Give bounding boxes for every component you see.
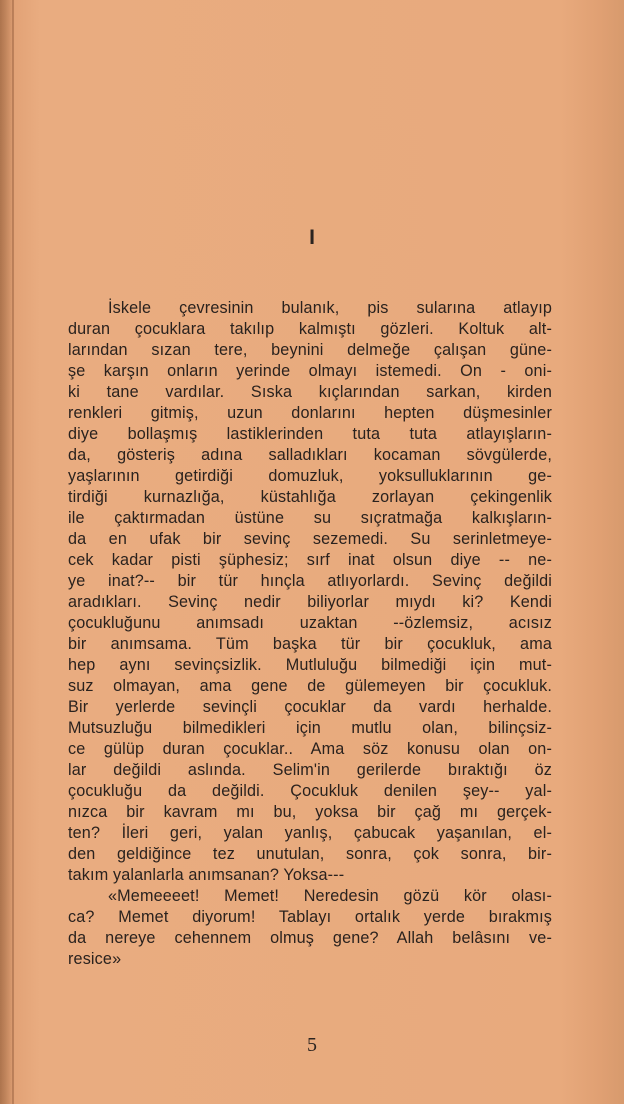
text-line: nızca bir kavram mı bu, yoksa bir çağ mı gerçek- xyxy=(68,803,552,821)
text-line: Bir yerlerde sevinçli çocuklar da vardı herhalde. xyxy=(68,698,552,716)
text-line: takım yalanlarla anımsanan? Yoksa--- xyxy=(68,866,345,884)
text-line: çocukluğu da değildi. Çocukluk denilen şey-- yal- xyxy=(68,782,552,800)
text-line: çocukluğunu anımsadı uzaktan --özlemsiz, acısız xyxy=(68,614,552,632)
text-line: da nereye cehennem olmuş gene? Allah belâsını ve- xyxy=(68,929,552,947)
text-line: hep aynı sevinçsizlik. Mutluluğu bilmediği için mut- xyxy=(68,656,552,674)
text-line: da en ufak bir sevinç sezemedi. Su serinletmeye- xyxy=(68,530,552,548)
text-line: ile çaktırmadan üstüne su sıçratmağa kalkışların- xyxy=(68,509,552,527)
text-line: ki tane vardılar. Sıska kıçlarından sarkan, kirden xyxy=(68,383,552,401)
text-line: yaşlarının getirdiği domuzluk, yoksulluklarının ge- xyxy=(68,467,552,485)
text-line: İskele çevresinin bulanık, pis sularına atlayıp xyxy=(108,299,552,317)
text-line: tirdiği kurnazlığa, küstahlığa zorlayan çekingenlik xyxy=(68,488,552,506)
text-line: aradıkları. Sevinç nedir biliyorlar mıydı ki? Kendi xyxy=(68,593,552,611)
text-line: cek kadar pisti şüphesiz; sırf inat olsun diye -- ne- xyxy=(68,551,552,569)
text-line: ce gülüp duran çocuklar.. Ama söz konusu olan on- xyxy=(68,740,552,758)
text-line: «Memeeeet! Memet! Neredesin gözü kör olası- xyxy=(108,887,552,905)
text-line: den geldiğince tez unutulan, sonra, çok sonra, bir- xyxy=(68,845,552,863)
text-line: bir anımsama. Tüm başka tür bir çocukluk, ama xyxy=(68,635,552,653)
text-line: suz olmayan, ama gene de gülemeyen bir çocukluk. xyxy=(68,677,552,695)
text-line: Mutsuzluğu bilmedikleri için mutlu olan, bilinçsiz- xyxy=(68,719,552,737)
text-line: renkleri gitmiş, uzun donlarını hepten düşmesinler xyxy=(68,404,552,422)
text-line: ca? Memet diyorum! Tablayı ortalık yerde bırakmış xyxy=(68,908,552,926)
text-line: duran çocuklara takılıp kalmıştı gözleri. Koltuk alt- xyxy=(68,320,552,338)
text-line: lar değildi aslında. Selim'in gerilerde bıraktığı öz xyxy=(68,761,552,779)
text-line: diye bollaşmış lastiklerinden tuta tuta atlayışların- xyxy=(68,425,552,443)
page-binding-edge xyxy=(12,0,14,1104)
chapter-number: I xyxy=(309,226,315,249)
text-line: da, gösteriş adına salladıkları kocaman sövgülerde, xyxy=(68,446,552,464)
text-line: larından sızan tere, beynini delmeğe çalışan güne- xyxy=(68,341,552,359)
text-line: şe karşın onların yerinde olmayı istemedi. On - oni- xyxy=(68,362,552,380)
body-text xyxy=(68,298,552,970)
text-line: ye inat?-- bir tür hınçla atlıyorlardı. Sevinç değildi xyxy=(68,572,552,590)
page-number: 5 xyxy=(307,1034,317,1056)
text-line: ten? İleri geri, yalan yanlış, çabucak yaşanılan, el- xyxy=(68,824,552,842)
text-line: resice» xyxy=(68,950,122,968)
